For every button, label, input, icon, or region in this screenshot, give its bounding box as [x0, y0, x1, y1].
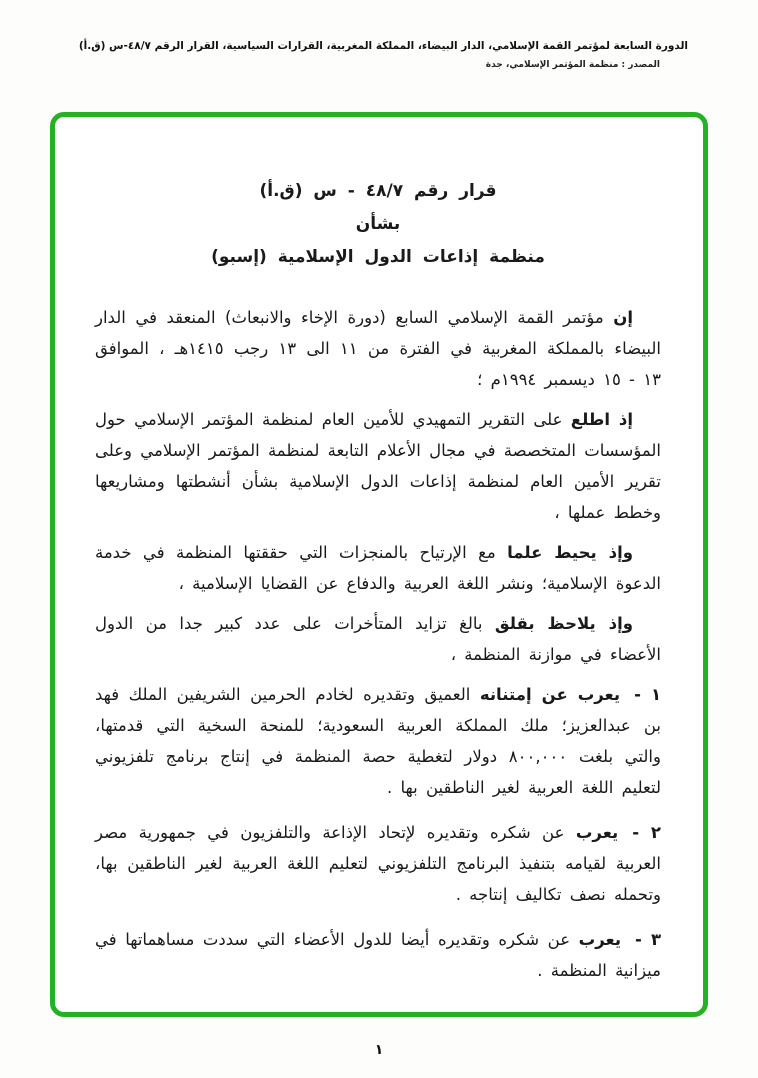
item-text: عن شكره وتقديره لإتحاد الإذاعة والتلفزيون في جمهورية مصر العربية لقيامه بتنفيذ البرنامج التلفزيوني لتعليم اللغة العربية لغير الناطقين بها، وتحمله نصف تكاليف إنتاجه .: [95, 823, 661, 904]
page-number: ١: [374, 1042, 384, 1058]
scan-frame: [50, 112, 708, 1017]
scan-document: [55, 117, 703, 986]
paragraph-lead: إن: [613, 308, 633, 327]
item-lead: يعرب: [575, 823, 619, 842]
paragraph-text: مؤتمر القمة الإسلامي السابع (دورة الإخاء والانبعاث) المنعقد في الدار البيضاء بالمملكة المغربية في الفترة من ١١ الى ١٣ رجب ١٤١٥هـ ، الموافق ١٣ - ١٥ ديسمبر ١٩٩٤م ؛: [95, 308, 662, 389]
paragraph-lead: وإذ يحيط علما: [507, 543, 633, 562]
item-number: ١ -: [634, 685, 662, 704]
citation-header: [60, 40, 688, 70]
preamble-paragraph: [95, 537, 661, 599]
item-text: العميق وتقديره لخادم الحرمين الشريفين الملك فهد بن عبدالعزيز؛ ملك المملكة العربية السعودية؛ للمنحة السخية التي قدمتها، والتي بلغت ٨٠٠,٠٠٠ دولار لتغطية حصة المنظمة في إنتاج برنامج تلفزيوني لتعليم اللغة العربية لغير الناطقين بها .: [95, 685, 661, 797]
citation-title: الدورة السابعة لمؤتمر القمة الإسلامي، الدار البيضاء، المملكة المغربية، القرارات السياسية، القرار الرقم ٤٨/٧-س (ق.أ): [78, 40, 688, 52]
preamble-paragraph: [95, 302, 661, 395]
preamble-paragraph: [95, 608, 661, 670]
resolution-title-block: [95, 175, 661, 274]
item-lead: يعرب عن إمتنانه: [479, 685, 621, 704]
citation-source: المصدر : منظمة المؤتمر الإسلامي، جدة: [485, 60, 660, 70]
item-number: ٢ -: [632, 823, 661, 842]
paragraph-lead: إذ اطلع: [570, 410, 633, 429]
preamble-paragraph: [95, 404, 661, 528]
item-number: ٣ -: [635, 930, 662, 949]
paragraph-lead: وإذ يلاحظ بقلق: [494, 614, 633, 633]
item-lead: يعرب: [578, 930, 622, 949]
paragraph-text: مع الإرتياح بالمنجزات التي حققتها المنظمة في خدمة الدعوة الإسلامية؛ ونشر اللغة العربية والدفاع عن القضايا الإسلامية ،: [95, 543, 661, 593]
resolution-regarding-label: بشأن: [355, 214, 401, 234]
operative-item: [95, 817, 661, 910]
operative-item: [95, 924, 661, 986]
item-text: عن شكره وتقديره أيضا للدول الأعضاء التي سددت مساهماتها في ميزانية المنظمة .: [95, 930, 661, 980]
resolution-subject: منظمة إذاعات الدول الإسلامية (إسبو): [211, 247, 545, 267]
paragraph-text: على التقرير التمهيدي للأمين العام لمنظمة المؤتمر الإسلامي حول المؤسسات المتخصصة في مجال الأعلام التابعة لمنظمة المؤتمر الإسلامي وعلى تقرير الأمين العام لمنظمة إذاعات الدول الإسلامية بشأن أنشطتها ومشاريعها وخطط عملها ،: [95, 410, 661, 522]
paragraph-text: بالغ تزايد المتأخرات على عدد كبير جدا من الدول الأعضاء في موازنة المنظمة ،: [95, 614, 661, 664]
resolution-number: قرار رقم ٤٨/٧ - س (ق.أ): [259, 181, 497, 201]
operative-item: [95, 679, 661, 803]
